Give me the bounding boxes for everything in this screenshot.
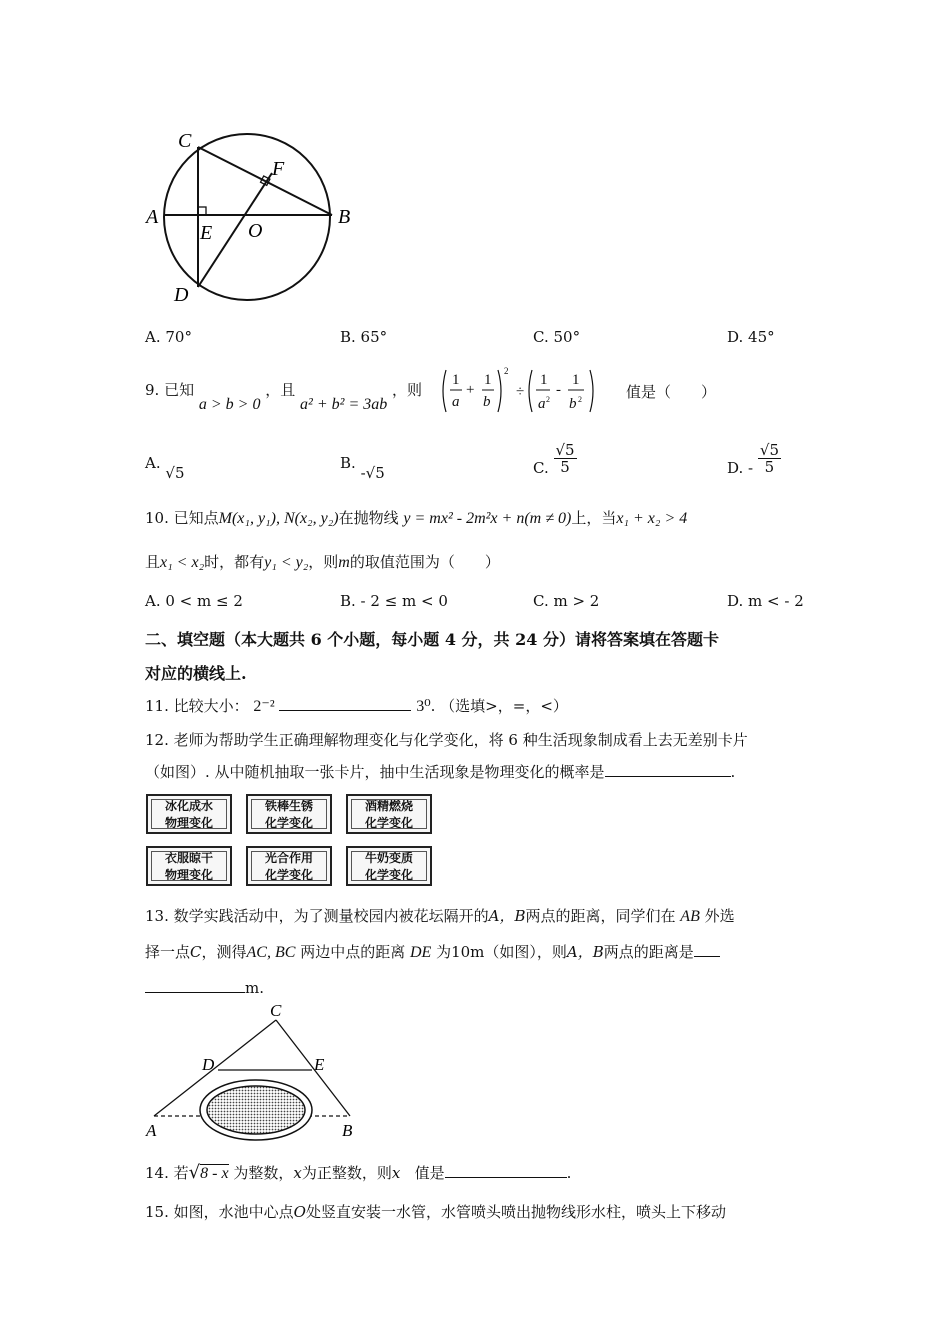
q8-option-d: D. 45° [727, 328, 775, 346]
q9-expression [440, 364, 620, 418]
q13-stem-f: 两边中点的距离 [300, 943, 406, 961]
question-14 [145, 1163, 571, 1184]
q9-option-b-label: B. [340, 454, 356, 472]
card-1-bottom: 物理变化 [164, 816, 213, 830]
q10-condition-3: y₁ < y₂ [264, 554, 309, 571]
q14-tail: . [566, 1164, 572, 1182]
svg-text:2: 2 [504, 366, 509, 376]
q9-option-d-fraction [758, 442, 781, 475]
label-c: C [270, 1002, 282, 1020]
q10-stem-b: 在抛物线 [338, 509, 399, 527]
q13-stem-d: 择一点 [145, 943, 191, 961]
svg-text:1: 1 [572, 372, 580, 388]
label-d: D [202, 1055, 215, 1074]
q13-answer-blank[interactable] [694, 942, 720, 957]
q13-segment-ab: AB [680, 908, 700, 925]
q10-stem-d: 且 [145, 553, 161, 571]
q12-stem: （如图）. 从中随机抽取一张卡片，抽中生活现象是物理变化的概率是 [145, 763, 605, 781]
svg-text:-: - [556, 382, 561, 398]
sqrt-sign: √ [188, 1162, 201, 1183]
q14-variable-x: x [293, 1164, 302, 1182]
q10-condition-2: x₁ < x₂ [160, 554, 205, 571]
q11-stem: 11. 比较大小： [145, 697, 249, 715]
q10-parabola: y = mx² - 2m²x + n(m ≠ 0) [403, 510, 572, 527]
q10-stem-e: 时，都有 [204, 553, 265, 571]
q13-stem-h: 两点的距离是 [603, 943, 694, 961]
svg-text:b: b [483, 394, 491, 410]
q9-option-b-value: -√5 [360, 464, 385, 482]
label-e: E [200, 222, 213, 244]
q13-unit: m. [245, 979, 264, 997]
q10-option-d: D. m < - 2 [727, 592, 804, 610]
q12-answer-blank[interactable] [605, 762, 731, 777]
question-12-line-2 [145, 762, 735, 782]
q10-stem-f: ，则 [308, 553, 339, 571]
svg-text:1: 1 [452, 372, 460, 388]
svg-text:2: 2 [578, 395, 582, 404]
q14-stem: 14. 若 [145, 1164, 189, 1182]
q13-stem: 13. 数学实践活动中，为了测量校园内被花坛隔开的 [145, 907, 489, 925]
q9-stem-d: 值是（ ） [626, 383, 717, 401]
q9-option-a-label: A. [145, 454, 161, 472]
q15-stem-b: 处竖直安装一水管，水管喷头喷出抛物线形水柱，喷头上下移动 [305, 1203, 726, 1221]
q13-stem-c: 外选 [704, 907, 735, 925]
svg-text:+: + [466, 382, 475, 398]
question-11 [145, 696, 568, 717]
card-6-top: 牛奶变质 [364, 851, 413, 865]
q13-segments-ac-bc: AC, BC [246, 944, 296, 961]
q14-stem-c: 为正整数，则 [301, 1164, 392, 1182]
q11-stem-b: . （选填>，=，<） [430, 697, 568, 715]
card-4 [146, 846, 232, 886]
q11-answer-blank[interactable] [279, 696, 411, 711]
card-4-bottom: 物理变化 [164, 868, 213, 882]
section-2-heading-cont: 对应的横线上. [145, 664, 247, 683]
card-6-bottom: 化学变化 [364, 868, 413, 882]
q8-option-c: C. 50° [533, 328, 581, 346]
q9-option-d-numerator: √5 [759, 441, 779, 459]
question-9 [145, 380, 423, 413]
q13-stem-g: 为10m（如图），则 [436, 943, 567, 961]
q9-condition-1: a > b > 0 [198, 396, 261, 413]
q13-points-ab: A，B [488, 907, 526, 925]
card-5-bottom: 化学变化 [264, 868, 313, 882]
q14-stem-d: 值是 [414, 1164, 445, 1182]
q9-option-d [727, 442, 781, 475]
card-2-bottom: 化学变化 [264, 816, 313, 830]
q11-expression-2: 3⁰ [416, 698, 431, 715]
q9-stem-b: ，且 [265, 381, 296, 399]
q13-stem-b: 两点的距离，同学们在 [525, 907, 676, 925]
question-13-line-3 [145, 978, 264, 998]
q10-option-a: A. 0 < m ≤ 2 [145, 592, 243, 610]
label-b: B [342, 1121, 353, 1140]
card-3 [346, 794, 432, 834]
q10-option-b: B. - 2 ≤ m < 0 [340, 592, 448, 610]
q15-point-o: O [293, 1203, 306, 1221]
card-2-top: 铁棒生锈 [264, 799, 313, 813]
q9-option-c-numerator: √5 [555, 441, 575, 459]
q9-option-c-denominator: 5 [560, 458, 570, 476]
label-f: F [272, 158, 285, 180]
q9-option-c-label: C. [533, 458, 549, 477]
question-15 [145, 1202, 726, 1222]
svg-text:b: b [569, 396, 577, 412]
q9-stem-c: ，则 [392, 381, 423, 399]
label-b: B [338, 206, 351, 228]
label-o: O [248, 220, 263, 242]
card-5 [246, 846, 332, 886]
card-1-top: 冰化成水 [164, 799, 213, 813]
q9-option-c-fraction [554, 442, 577, 475]
q12-tail: . [730, 763, 736, 781]
question-12-line-1: 12. 老师为帮助学生正确理解物理变化与化学变化，将 6 种生活现象制成看上去无差别卡片 [145, 731, 748, 749]
label-d: D [174, 284, 189, 306]
circle-o [164, 134, 330, 300]
q10-stem-g: 的取值范围为（ ） [349, 553, 500, 571]
q14-stem-b: 为整数， [233, 1164, 294, 1182]
svg-text:1: 1 [484, 372, 492, 388]
svg-text:a: a [452, 394, 460, 410]
q14-radicand: 8 - x [200, 1165, 229, 1182]
q13-answer-blank-cont[interactable] [145, 978, 245, 993]
circle-geometry-figure [140, 125, 360, 310]
svg-text:2: 2 [546, 395, 550, 404]
q9-option-a-value: √5 [165, 464, 185, 482]
q9-condition-2: a² + b² = 3ab [300, 396, 388, 413]
triangle-flowerbed-figure [142, 1002, 372, 1144]
q10-stem: 10. 已知点 [145, 509, 219, 527]
svg-text:÷: ÷ [516, 384, 525, 400]
card-3-top: 酒精燃烧 [364, 799, 413, 813]
q8-option-b: B. 65° [340, 328, 388, 346]
q9-option-d-denominator: 5 [764, 458, 775, 476]
q9-option-b [340, 454, 385, 482]
q10-variable-m: m [338, 554, 350, 571]
card-3-bottom: 化学变化 [364, 816, 413, 830]
card-4-top: 衣服晾干 [164, 851, 213, 865]
q9-option-a [145, 454, 185, 482]
question-13-line-2 [145, 942, 720, 963]
q10-condition: x₁ + x₂ > 4 [616, 510, 688, 527]
section-2-heading: 二、填空题（本大题共 6 个小题，每小题 4 分，共 24 分）请将答案填在答题卡 [145, 630, 719, 649]
question-10-line-2 [145, 552, 500, 573]
card-2 [246, 794, 332, 834]
svg-text:1: 1 [540, 372, 548, 388]
q15-stem: 15. 如图，水池中心点 [145, 1203, 294, 1221]
q13-point-c: C [190, 943, 202, 961]
card-6 [346, 846, 432, 886]
label-a: A [146, 206, 159, 228]
card-1 [146, 794, 232, 834]
q10-stem-c: 上，当 [571, 509, 617, 527]
q9-option-c [533, 442, 577, 475]
label-e: E [314, 1055, 325, 1074]
q14-answer-blank[interactable] [445, 1163, 567, 1178]
svg-text:a: a [538, 396, 546, 412]
q11-expression-1: 2⁻² [253, 698, 275, 715]
card-5-top: 光合作用 [264, 851, 313, 865]
label-c: C [178, 130, 192, 152]
q13-points-ab-2: A，B [566, 943, 604, 961]
q10-points: M(x₁, y₁), N(x₂, y₂) [218, 510, 339, 527]
q9-stem: 9. 已知 [145, 381, 195, 399]
q8-option-a: A. 70° [145, 328, 192, 346]
question-13-line-1 [145, 906, 735, 927]
q10-option-c: C. m > 2 [533, 592, 600, 610]
q14-variable-x-2: x [391, 1164, 401, 1182]
q13-stem-e: ，测得 [201, 943, 247, 961]
q13-segment-de: DE [409, 944, 432, 961]
label-a: A [146, 1121, 157, 1140]
question-10-line-1 [145, 508, 687, 529]
q9-option-d-label: D. - [727, 458, 754, 477]
